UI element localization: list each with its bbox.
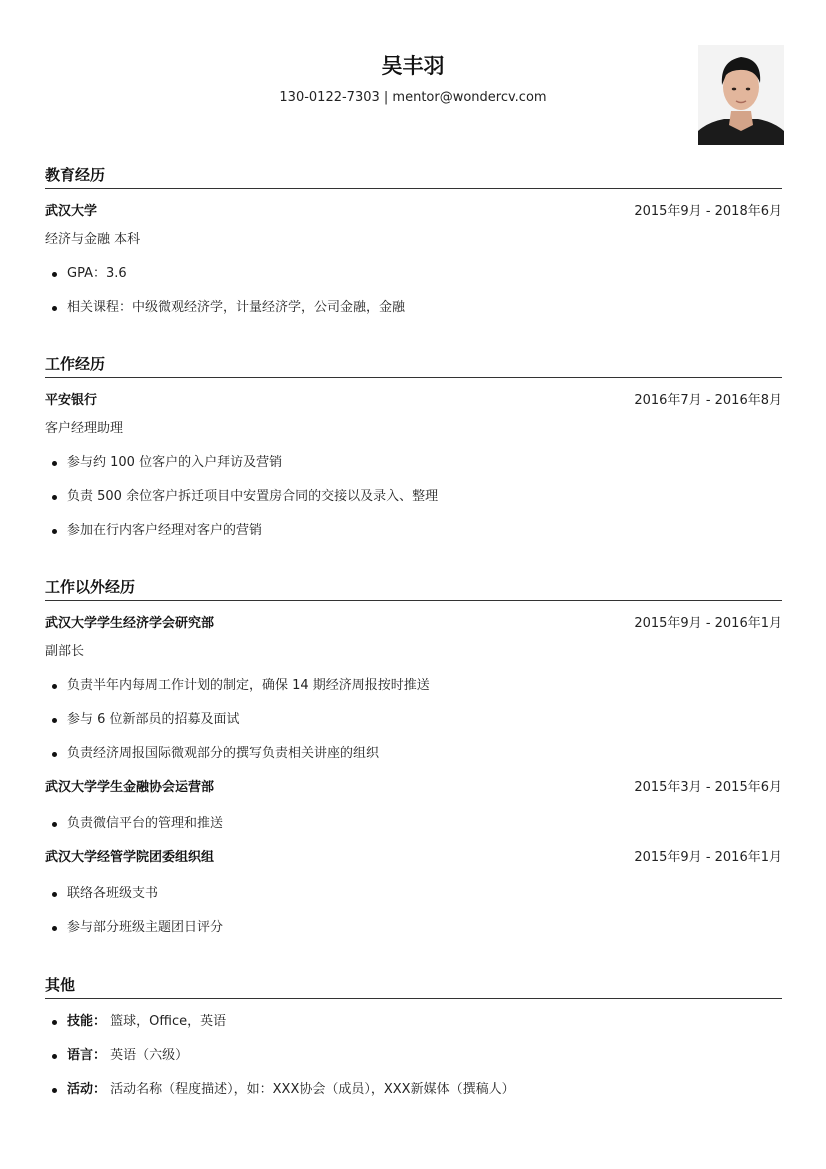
entry-org: 武汉大学 <box>45 204 98 219</box>
list-item: 参与部分班级主题团日评分 <box>45 918 782 938</box>
section-title: 工作经历 <box>45 355 106 373</box>
list-item <box>45 1046 782 1066</box>
list-item: 负责 500 余位客户拆迁项目中安置房合同的交接以及录入、整理 <box>45 487 782 507</box>
list-item: 负责经济周报国际微观部分的撰写负责相关讲座的组织 <box>45 744 782 764</box>
entry-header <box>45 848 782 868</box>
list-item: 参与 6 位新部员的招募及面试 <box>45 710 782 730</box>
list-item: 联络各班级支书 <box>45 884 782 904</box>
item-value: 英语（六级） <box>110 1048 189 1063</box>
entry-org: 武汉大学经管学院团委组织组 <box>45 850 215 865</box>
list-item: 负责微信平台的管理和推送 <box>45 814 782 834</box>
section-title: 教育经历 <box>45 166 106 184</box>
extra-section <box>45 576 782 938</box>
entry-date: 2015年3月 - 2015年6月 <box>634 780 782 795</box>
profile-photo <box>698 45 784 145</box>
entry-date: 2015年9月 - 2016年1月 <box>634 616 782 631</box>
entry-header <box>45 391 782 411</box>
entry-date: 2015年9月 - 2016年1月 <box>634 850 782 865</box>
entry-role: 经济与金融 本科 <box>45 232 141 247</box>
list-item: 相关课程：中级微观经济学，计量经济学，公司金融，金融 <box>45 298 782 318</box>
entry-role: 客户经理助理 <box>45 421 124 436</box>
resume-name: 吴丰羽 <box>381 54 445 78</box>
entry-header <box>45 778 782 798</box>
entry-date: 2015年9月 - 2018年6月 <box>634 204 782 219</box>
list-item: GPA：3.6 <box>45 264 782 284</box>
entry-org: 平安银行 <box>45 393 98 408</box>
section-title: 工作以外经历 <box>45 578 136 596</box>
other-section <box>45 974 782 1100</box>
item-value: 活动名称（程度描述），如：XXX协会（成员），XXX新媒体（撰稿人） <box>110 1082 515 1097</box>
section-title: 其他 <box>45 976 76 994</box>
education-section <box>45 164 782 318</box>
item-label: 语言： <box>67 1048 107 1063</box>
entry-role: 副部长 <box>45 644 85 659</box>
entry-org: 武汉大学学生金融协会运营部 <box>45 780 215 795</box>
entry-date: 2016年7月 - 2016年8月 <box>634 393 782 408</box>
item-label: 技能： <box>67 1014 107 1029</box>
work-section <box>45 353 782 541</box>
entry-header <box>45 202 782 222</box>
list-item: 负责半年内每周工作计划的制定，确保 14 期经济周报按时推送 <box>45 676 782 696</box>
list-item: 参加在行内客户经理对客户的营销 <box>45 521 782 541</box>
item-value: 篮球，Office，英语 <box>110 1014 227 1029</box>
item-label: 活动： <box>67 1082 107 1097</box>
list-item <box>45 1012 782 1032</box>
entry-header <box>45 614 782 634</box>
contact-info: 130-0122-7303 | mentor@wondercv.com <box>279 90 547 105</box>
list-item: 参与约 100 位客户的入户拜访及营销 <box>45 453 782 473</box>
list-item <box>45 1080 782 1100</box>
entry-org: 武汉大学学生经济学会研究部 <box>45 616 215 631</box>
